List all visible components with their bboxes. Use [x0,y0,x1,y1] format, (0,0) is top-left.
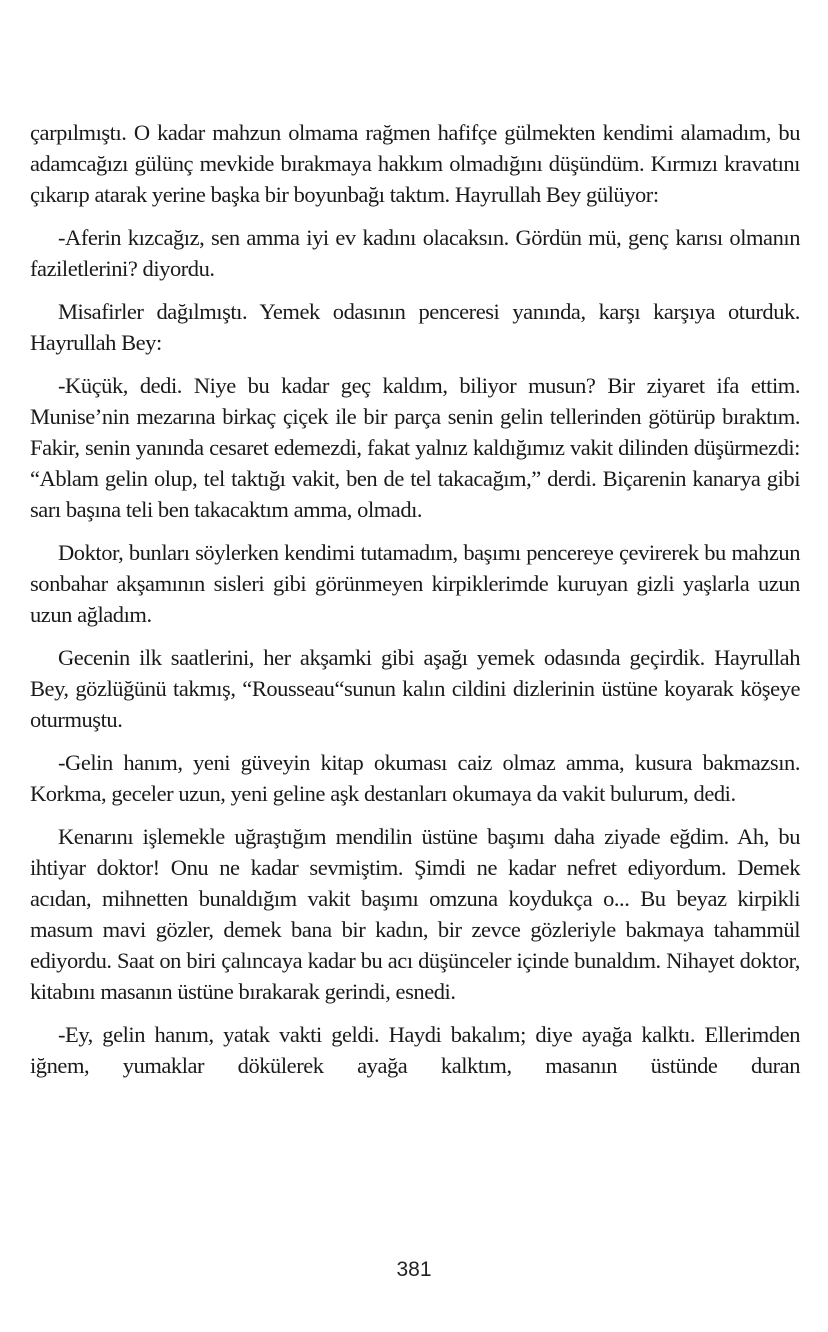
paragraph-7: -Gelin hanım, yeni güveyin kitap okuması caiz olmaz amma, kusura bakmazsın. Korkma, geceler uzun, yeni geline aşk destanları okumaya da vakit bulurum, dedi. [30,750,800,806]
paragraph-4: -Küçük, dedi. Niye bu kadar geç kaldım, biliyor musun? Bir ziyaret ifa ettim. Munise’nin mezarına birkaç çiçek ile bir parça senin gelin tellerinden götürüp bıraktım. Fakir, senin yanında cesaret edemezdi, fakat yalnız kaldığımız vakit dilinden düşürmezdi: “Ablam gelin olup, tel taktığı vakit, ben de tel takacağım,” derdi. Biçarenin kanarya gibi sarı başına teli ben takacaktım amma, olmadı. [30,373,800,522]
page-number: 381 [396,1258,432,1281]
paragraph-9: -Ey, gelin hanım, yatak vakti geldi. Haydi bakalım; diye ayağa kalktı. Ellerimden iğnem, yumaklar dökülerek ayağa kalktım, masanın üstünde duran [30,1022,800,1078]
paragraph-5: Doktor, bunları söylerken kendimi tutamadım, başımı pencereye çevirerek bu mahzun sonbahar akşamının sisleri gibi görünmeyen kirpiklerimde kuruyan gizli yaşlarla uzun uzun ağladım. [30,540,800,627]
book-page-body [30,117,800,1093]
paragraph-2: -Aferin kızcağız, sen amma iyi ev kadını olacaksın. Gördün mü, genç karısı olmanın faziletlerini? diyordu. [30,225,800,281]
paragraph-1: çarpılmıştı. O kadar mahzun olmama rağmen hafifçe gülmekten kendimi alamadım, bu adamcağızı gülünç mevkide bırakmaya hakkım olmadığını düşündüm. Kırmızı kravatını çıkarıp atarak yerine başka bir boyunbağı taktım. Hayrullah Bey gülüyor: [30,120,800,207]
paragraph-3: Misafirler dağılmıştı. Yemek odasının penceresi yanında, karşı karşıya oturduk. Hayrullah Bey: [30,299,800,355]
paragraph-8: Kenarını işlemekle uğraştığım mendilin üstüne başımı daha ziyade eğdim. Ah, bu ihtiyar doktor! Onu ne kadar sevmiştim. Şimdi ne kadar nefret ediyordum. Demek acıdan, mihnetten bunaldığım vakit başımı omzuna koydukça o... Bu beyaz kirpikli masum mavi gözler, demek bana bir kadın, bir zevce gözleriyle bakmaya tahammül ediyordu. Saat on biri çalıncaya kadar bu acı düşünceler içinde bunaldım. Nihayet doktor, kitabını masanın üstüne bırakarak gerindi, esnedi. [30,824,800,1004]
paragraph-6: Gecenin ilk saatlerini, her akşamki gibi aşağı yemek odasında geçirdik. Hayrullah Bey, gözlüğünü takmış, “Rousseau“sunun kalın cildini dizlerinin üstüne koyarak köşeye oturmuştu. [30,645,800,732]
